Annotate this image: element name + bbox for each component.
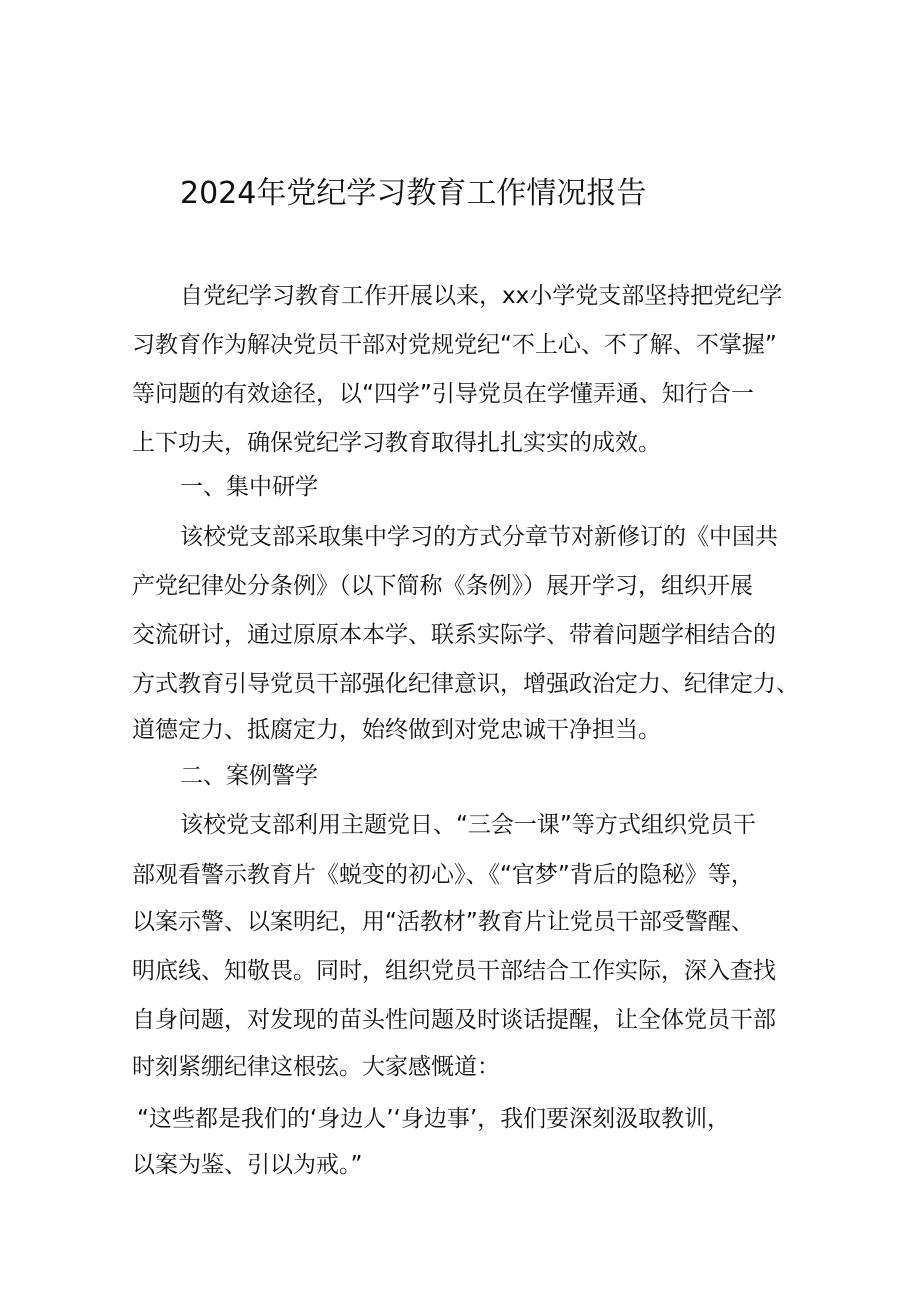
intro-line-4: 上下功夫，确保党纪学习教育取得扎扎实实的成效。 <box>132 430 661 456</box>
section-1-line-1: 该校党支部采取集中学习的方式分章节对新修订的《中国共 <box>180 524 778 550</box>
section-2-line-1: 该校党支部利用主题党日、“三会一课”等方式组织党员干 <box>180 812 756 838</box>
section-1-line-3: 交流研讨，通过原原本本学、联系实际学、带着问题学相结合的 <box>132 622 776 648</box>
section-2-line-5: 自身问题，对发现的苗头性问题及时谈话提醒，让全体党员干部 <box>132 1007 776 1033</box>
quote-line-1: “这些都是我们的‘身边人’‘身边事’，我们要深刻汲取教训， <box>137 1106 731 1132</box>
section-2-line-2: 部观看警示教育片《蜕变的初心》、《“官梦”背后的隐秘》等， <box>132 862 754 888</box>
document-title: 2024年党纪学习教育工作情况报告 <box>180 176 647 211</box>
section-1-line-2: 产党纪律处分条例》（以下简称《条例》）展开学习，组织开展 <box>132 573 753 599</box>
intro-line-3: 等问题的有效途径，以“四学”引导党员在学懂弄通、知行合一 <box>132 381 754 407</box>
section-2-line-4: 明底线、知敬畏。同时，组织党员干部结合工作实际，深入查找 <box>132 958 776 984</box>
section-1-heading: 一、集中研学 <box>180 474 318 500</box>
quote-line-2: 以案为鉴、引以为戒。” <box>132 1152 363 1178</box>
intro-line-2: 习教育作为解决党员干部对党规党纪“不上心、不了解、不掌握” <box>132 332 777 358</box>
section-2-line-6: 时刻紧绷纪律这根弦。大家感慨道： <box>132 1054 500 1080</box>
section-2-line-3: 以案示警、以案明纪，用“活教材”教育片让党员干部受警醒、 <box>132 909 754 935</box>
section-2-heading: 二、案例警学 <box>180 763 318 789</box>
section-1-line-4: 方式教育引导党员干部强化纪律意识，增强政治定力、纪律定力、 <box>132 671 799 697</box>
intro-line-1: 自党纪学习教育工作开展以来，xx小学党支部坚持把党纪学 <box>180 283 783 309</box>
section-1-line-5: 道德定力、抵腐定力，始终做到对党忠诚干净担当。 <box>132 717 661 743</box>
